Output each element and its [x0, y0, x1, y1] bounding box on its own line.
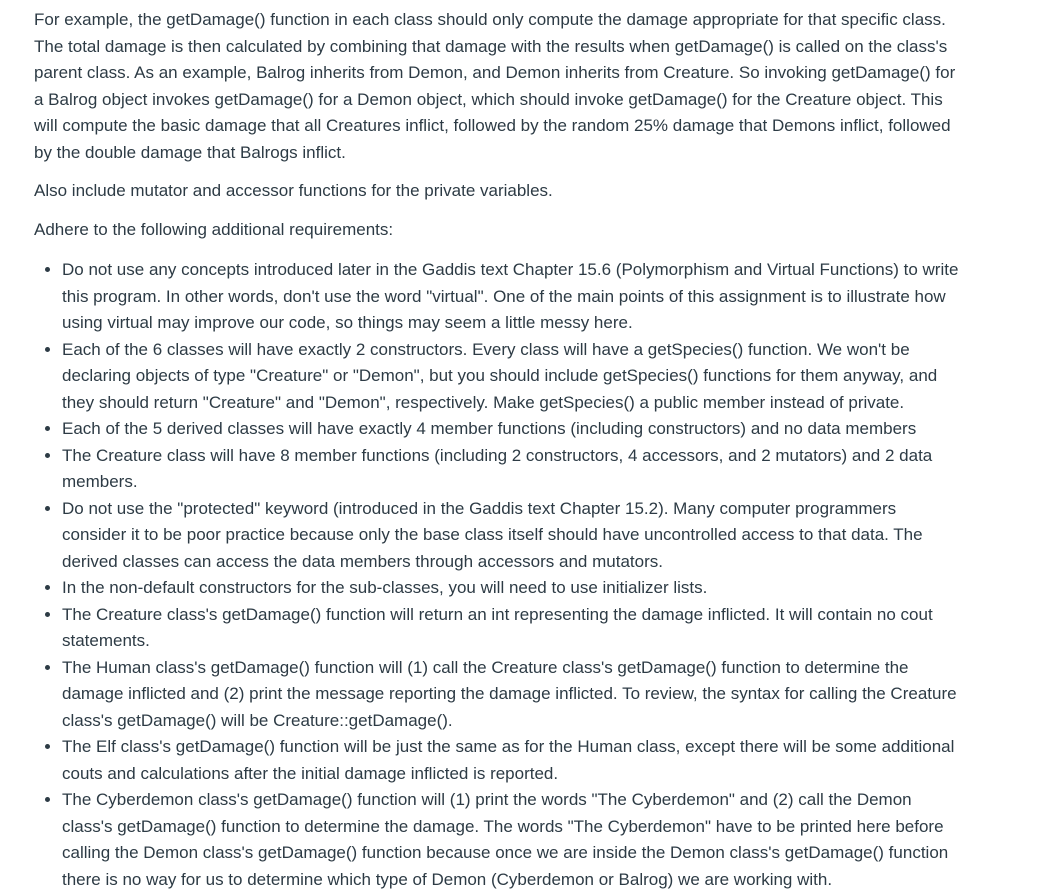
requirements-heading: Adhere to the following additional requirements: — [34, 219, 394, 239]
requirement-item: • Do not use the "protected" keyword (introduced in the Gaddis text Chapter 15.2). Many computer programmers consider it to be poor practice because only the base class itself should have uncontrolled access to that data. The derived classes can access the data members through accessors and mutators. — [62, 496, 964, 576]
requirement-item: • The Creature class will have 8 member functions (including 2 constructors, 4 accessors, and 2 mutators) and 2 data members. — [62, 443, 964, 496]
requirement-item: • Do not use any concepts introduced later in the Gaddis text Chapter 15.6 (Polymorphism and Virtual Functions) to write this program. In other words, don't use the word "virtual". One of the main points of this assignment is to illustrate how using virtual may improve our code, so things may seem a little messy here. — [62, 257, 964, 337]
requirement-item: • The Cyberdemon class's getDamage() function will (1) print the words "The Cyberdemon" and (2) call the Demon class's getDamage() function to determine the damage. The words "The Cyberdemon" have to be printed here before calling the Demon class's getDamage() function because once we are inside the Demon class's getDamage() function there is no way for us to determine which type of Demon (Cyberdemon or Balrog) we are working with. — [62, 787, 964, 893]
requirement-item: • Each of the 6 classes will have exactly 2 constructors. Every class will have a getSpecies() function. We won't be declaring objects of type "Creature" or "Demon", but you should include getSpecies() functions for them anyway, and they should return "Creature" and "Demon", respectively. Make getSpecies() a public member instead of private. — [62, 337, 964, 417]
requirement-item: • The Human class's getDamage() function will (1) call the Creature class's getDamage() function to determine the damage inflicted and (2) print the message reporting the damage inflicted. To review, the syntax for calling the Creature class's getDamage() will be Creature::getDamage(). — [62, 655, 964, 735]
intro-paragraph: For example, the getDamage() function in each class should only compute the damage appropriate for that specific class. The total damage is then calculated by combining that damage with the results when getDamage() is called on the class's parent class. As an example, Balrog inherits from Demon, and Demon inherits from Creature. So invoking getDamage() for a Balrog object invokes getDamage() for a Demon object, which should invoke getDamage() for the Creature object. This will compute the basic damage that all Creatures inflict, followed by the random 25% damage that Demons inflict, followed by the double damage that Balrogs inflict. — [34, 10, 956, 162]
requirement-item: • The Elf class's getDamage() function will be just the same as for the Human class, except there will be some additional couts and calculations after the initial damage inflicted is reported. — [62, 734, 964, 787]
requirement-item: • The Creature class's getDamage() function will return an int representing the damage inflicted. It will contain no cout statements. — [62, 602, 964, 655]
requirement-item: • Each of the 5 derived classes will have exactly 4 member functions (including constructors) and no data members — [62, 416, 964, 443]
requirement-item: • In the non-default constructors for the sub-classes, you will need to use initializer lists. — [62, 575, 964, 602]
requirements-list — [34, 257, 964, 893]
accessor-paragraph: Also include mutator and accessor functions for the private variables. — [34, 181, 553, 200]
